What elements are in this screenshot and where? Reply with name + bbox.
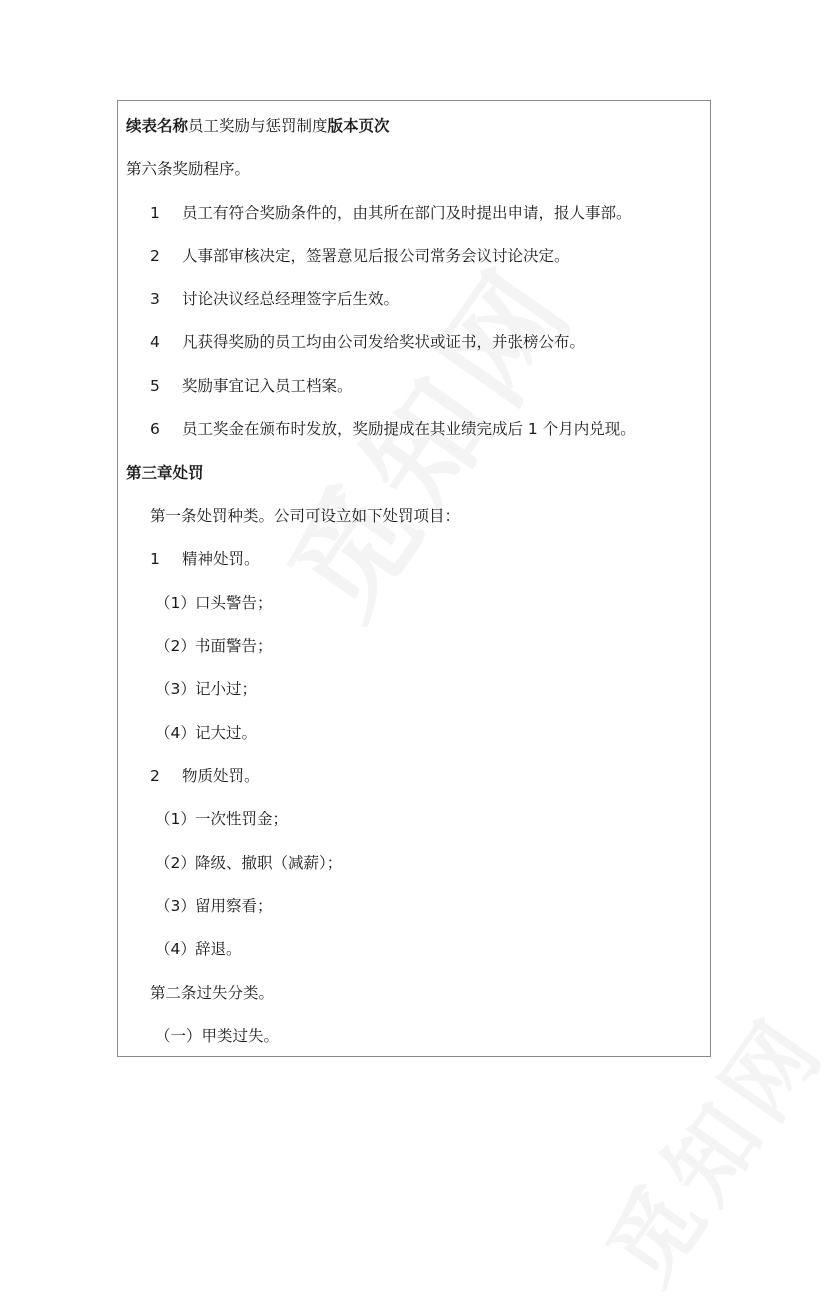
penalty-group-number: 1: [150, 550, 160, 568]
list-item-number: （4）: [155, 940, 196, 958]
list-item: [150, 376, 353, 396]
list-item-text: 凡获得奖励的员工均由公司发给奖状或证书，并张榜公布。: [182, 333, 586, 351]
list-item: [155, 853, 342, 873]
list-item-text: 记小过；: [195, 680, 258, 698]
list-item-number: （2）: [155, 637, 196, 655]
header-label-table-name: 续表名称: [126, 117, 189, 135]
list-item: [155, 679, 257, 699]
penalty-group-text: 精神处罚。: [182, 550, 260, 568]
list-item: [155, 593, 273, 613]
header-label-version-page: 版本页次: [327, 117, 390, 135]
list-item: [150, 246, 570, 266]
list-item-text: 辞退。: [195, 940, 242, 958]
list-item: [155, 809, 288, 829]
penalty-group-title: [150, 549, 260, 569]
list-item: [150, 203, 632, 223]
header-table-name: 员工奖励与惩罚制度: [188, 117, 328, 135]
penalty-group-title: [150, 766, 260, 786]
list-item: （一）甲类过失。: [155, 1027, 280, 1045]
list-item-number: （1）: [155, 594, 196, 612]
list-item-number: 2: [150, 247, 160, 265]
list-item-number: （4）: [155, 724, 196, 742]
list-item-number: 6: [150, 420, 160, 438]
list-item-text: 一次性罚金；: [195, 810, 289, 828]
list-item: [155, 939, 242, 959]
table-header: [126, 116, 390, 136]
list-item-text: 讨论决议经总经理签字后生效。: [182, 290, 400, 308]
chapter-3-title: 第三章处罚: [126, 464, 204, 482]
list-item-text: 记大过。: [195, 724, 258, 742]
article-2-title: 第二条过失分类。: [150, 984, 275, 1002]
list-item: [150, 289, 399, 309]
article-1-title: 第一条处罚种类。公司可设立如下处罚项目：: [150, 507, 461, 525]
list-item-text: 员工有符合奖励条件的，由其所在部门及时提出申请，报人事部。: [182, 204, 632, 222]
list-item-text: 员工奖金在颁布时发放，奖励提成在其业绩完成后 1 个月内兑现。: [182, 420, 636, 438]
list-item-text: 人事部审核决定，签署意见后报公司常务会议讨论决定。: [182, 247, 570, 265]
penalty-group-text: 物质处罚。: [182, 767, 260, 785]
list-item-number: （1）: [155, 810, 196, 828]
list-item-number: 5: [150, 377, 160, 395]
list-item-number: 1: [150, 204, 160, 222]
list-item-number: 3: [150, 290, 160, 308]
list-item: [150, 419, 636, 439]
list-item-number: （3）: [155, 680, 196, 698]
article-6-title: 第六条奖励程序。: [126, 160, 251, 178]
list-item: [155, 896, 273, 916]
list-item-text: 留用察看；: [195, 897, 273, 915]
list-item: [155, 636, 273, 656]
list-item: [155, 723, 257, 743]
list-item-text: 降级、撤职（减薪）；: [195, 854, 343, 872]
list-item-text: 口头警告；: [195, 594, 273, 612]
list-item-number: （3）: [155, 897, 196, 915]
list-item-text: 书面警告；: [195, 637, 273, 655]
list-item-number: 4: [150, 333, 160, 351]
list-item-number: （2）: [155, 854, 196, 872]
list-item: [150, 332, 585, 352]
list-item-text: 奖励事宜记入员工档案。: [182, 377, 353, 395]
penalty-group-number: 2: [150, 767, 160, 785]
